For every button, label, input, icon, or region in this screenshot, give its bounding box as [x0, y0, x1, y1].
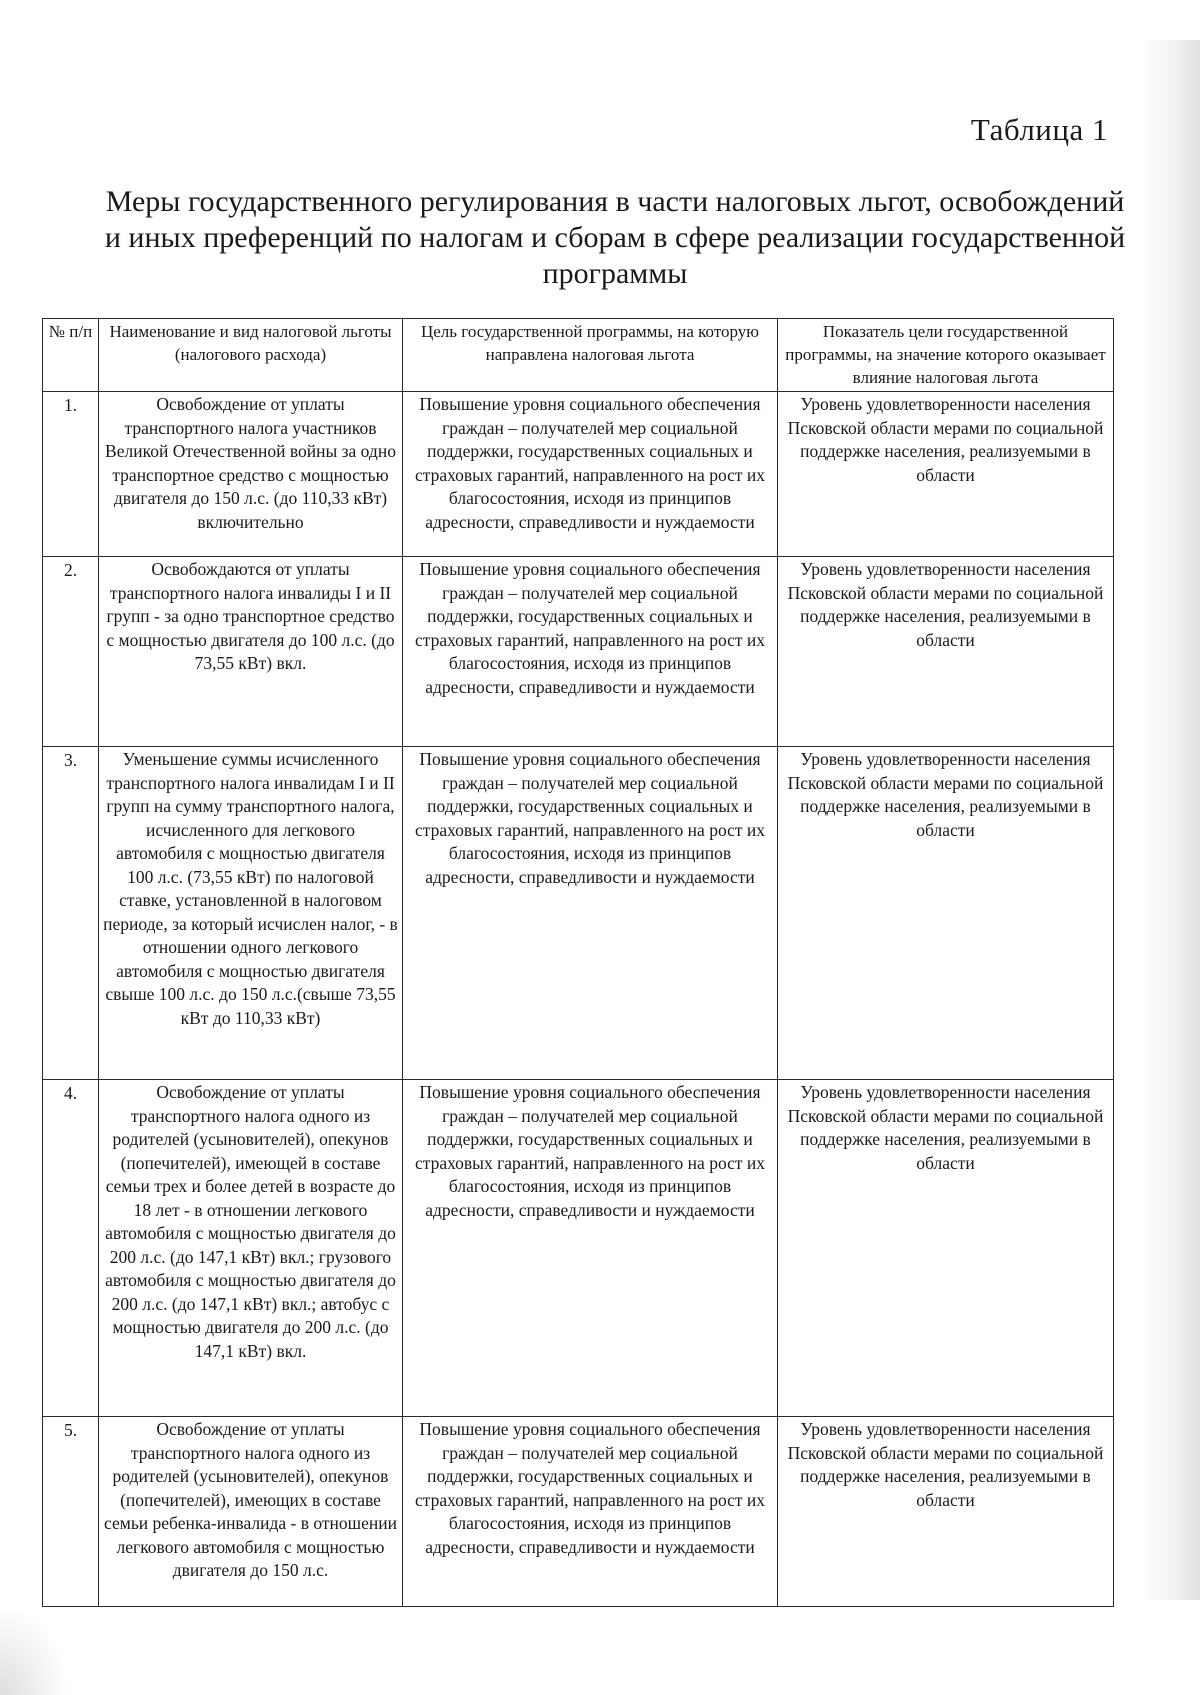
benefit-cell: Освобождаются от уплаты транспортного налога инвалиды I и II групп - за одно транспортное средство с мощностью двигателя до 100 л.с. (до 73,55 кВт) вкл.: [99, 557, 403, 747]
column-header-benefit: Наименование и вид налоговой льготы (налогового расхода): [99, 319, 403, 392]
tax-benefits-table: [42, 318, 1114, 1607]
goal-cell: Повышение уровня социального обеспечения граждан – получателей мер социальной поддержки, государственных социальных и страховых гарантий, направленного на рост их благосостояния, исходя из принципов адресности, справедливости и нуждаемости: [403, 557, 778, 747]
benefit-cell: Освобождение от уплаты транспортного налога одного из родителей (усыновителей), опекунов (попечителей), имеющей в составе семьи трех и более детей в возрасте до 18 лет - в отношении легкового автомобиля с мощностью двигателя до 200 л.с. (до 147,1 кВт) вкл.; грузового автомобиля с мощностью двигателя до 200 л.с. (до 147,1 кВт) вкл.; автобус с мощностью двигателя до 200 л.с. (до 147,1 кВт) вкл.: [99, 1080, 403, 1417]
table-row: [43, 747, 1114, 1080]
indicator-cell: Уровень удовлетворенности населения Псковской области мерами по социальной поддержке населения, реализуемыми в области: [778, 1417, 1114, 1607]
row-number: 5.: [43, 1417, 99, 1607]
goal-cell: Повышение уровня социального обеспечения граждан – получателей мер социальной поддержки, государственных социальных и страховых гарантий, направленного на рост их благосостояния, исходя из принципов адресности, справедливости и нуждаемости: [403, 747, 778, 1080]
table-header-row: [43, 319, 1114, 392]
indicator-cell: Уровень удовлетворенности населения Псковской области мерами по социальной поддержке населения, реализуемыми в области: [778, 392, 1114, 557]
benefit-cell: Уменьшение суммы исчисленного транспортного налога инвалидам I и II групп на сумму транспортного налога, исчисленного для легкового автомобиля с мощностью двигателя 100 л.с. (73,55 кВт) по налоговой ставке, установленной в налоговом периоде, за который исчислен налог, - в отношении одного легкового автомобиля с мощностью двигателя свыше 100 л.с. до 150 л.с.(свыше 73,55 кВт до 110,33 кВт): [99, 747, 403, 1080]
goal-cell: Повышение уровня социального обеспечения граждан – получателей мер социальной поддержки, государственных социальных и страховых гарантий, направленного на рост их благосостояния, исходя из принципов адресности, справедливости и нуждаемости: [403, 1080, 778, 1417]
indicator-cell: Уровень удовлетворенности населения Псковской области мерами по социальной поддержке населения, реализуемыми в области: [778, 557, 1114, 747]
scan-shadow-left: [0, 1605, 70, 1695]
column-header-goal: Цель государственной программы, на которую направлена налоговая льгота: [403, 319, 778, 392]
table-row: [43, 1417, 1114, 1607]
row-number: 4.: [43, 1080, 99, 1417]
table-row: [43, 1080, 1114, 1417]
table-row: [43, 392, 1114, 557]
table-number-label: Таблица 1: [970, 112, 1108, 147]
benefit-cell: Освобождение от уплаты транспортного налога одного из родителей (усыновителей), опекунов (попечителей), имеющих в составе семьи ребенка-инвалида - в отношении легкового автомобиля с мощностью двигателя до 150 л.с.: [99, 1417, 403, 1607]
column-header-number: № п/п: [43, 319, 99, 392]
row-number: 3.: [43, 747, 99, 1080]
row-number: 1.: [43, 392, 99, 557]
column-header-indicator: Показатель цели государственной программы, на значение которого оказывает влияние налоговая льгота: [778, 319, 1114, 392]
goal-cell: Повышение уровня социального обеспечения граждан – получателей мер социальной поддержки, государственных социальных и страховых гарантий, направленного на рост их благосостояния, исходя из принципов адресности, справедливости и нуждаемости: [403, 1417, 778, 1607]
document-title: Меры государственного регулирования в части налоговых льгот, освобождений и иных преференций по налогам и сборам в сфере реализации государственной программы: [104, 185, 1126, 290]
scan-shadow-right: [1140, 40, 1200, 1600]
goal-cell: Повышение уровня социального обеспечения граждан – получателей мер социальной поддержки, государственных социальных и страховых гарантий, направленного на рост их благосостояния, исходя из принципов адресности, справедливости и нуждаемости: [403, 392, 778, 557]
row-number: 2.: [43, 557, 99, 747]
indicator-cell: Уровень удовлетворенности населения Псковской области мерами по социальной поддержке населения, реализуемыми в области: [778, 1080, 1114, 1417]
table-row: [43, 557, 1114, 747]
indicator-cell: Уровень удовлетворенности населения Псковской области мерами по социальной поддержке населения, реализуемыми в области: [778, 747, 1114, 1080]
benefit-cell: Освобождение от уплаты транспортного налога участников Великой Отечественной войны за одно транспортное средство с мощностью двигателя до 150 л.с. (до 110,33 кВт) включительно: [99, 392, 403, 557]
